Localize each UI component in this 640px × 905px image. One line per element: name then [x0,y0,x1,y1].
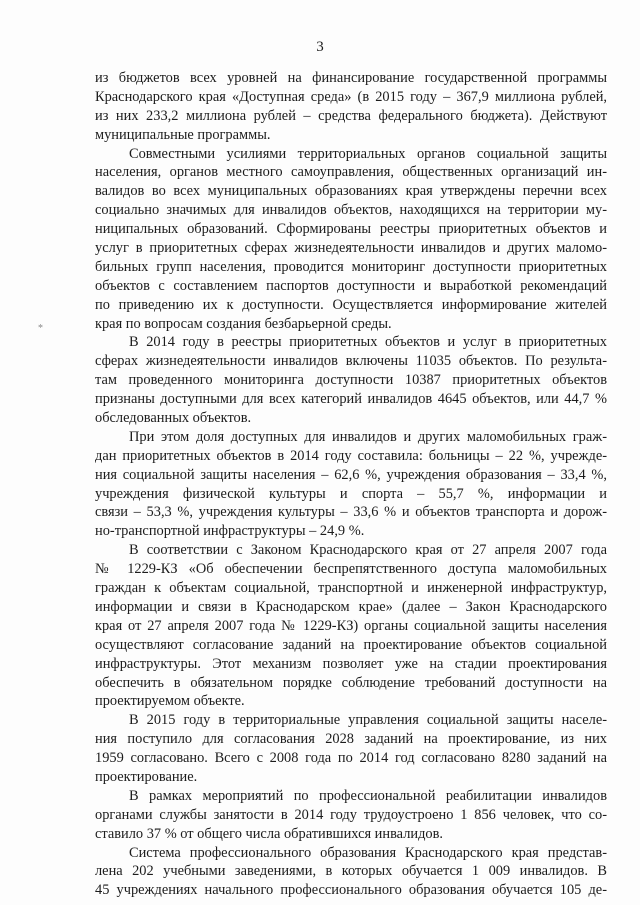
paragraph [95,333,607,427]
text-line: Совместными усилиями территориальных органов социальной защиты [129,145,607,162]
text-line: Краснодарского края «Доступная среда» (в 2015 году – 367,9 миллиона рублей, [95,88,607,105]
text-line: информации и связи в Краснодарском крае» (далее – Закон Краснодарского [95,598,607,615]
text-line: Система профессионального образования Краснодарского края представ- [129,844,607,861]
text-line: проектирование. [95,768,198,785]
text-line: В 2014 году в реестры приоритетных объектов и услуг в приоритетных [129,334,607,351]
text-line: объектов с составлением паспортов доступности и выработкой рекомендаций [95,277,607,294]
text-line: ставило 37 % от общего числа обратившихся инвалидов. [95,825,443,842]
text-line: края от 27 апреля 2007 года № 1229-КЗ) органы социальной защиты населения [95,617,607,634]
text-line: обеспечить в обязательном порядке соблюдение требований доступности на [95,674,607,691]
text-line: края по вопросам создания безбарьерной среды. [95,315,392,332]
text-line: ниципальных образований. Сформированы реестры приоритетных объектов и [95,221,607,238]
text-line: муниципальные программы. [95,126,271,143]
paragraph [95,844,607,901]
text-line: граждан к объектам социальной, транспортной и инженерной инфраструктур, [95,580,607,597]
paragraph [95,428,607,541]
text-line: 45 учреждениях начального профессионального образования обучается 105 де- [95,882,607,899]
paragraph [95,711,607,787]
document-body [95,69,607,900]
text-line: но-транспортной инфраструктуры – 24,9 %. [95,523,365,540]
paragraph [95,145,607,334]
text-line: В рамках мероприятий по профессиональной реабилитации инвалидов [129,787,607,804]
text-line: там проведенного мониторинга доступности 10387 приоритетных объектов [95,372,607,389]
text-line: валидов во всех муниципальных образованиях края утверждены перечни всех [95,183,607,200]
margin-mark: * [38,323,43,334]
text-line: В соответствии с Законом Краснодарского края от 27 апреля 2007 года [129,542,607,559]
text-line: обследованных объектов. [95,410,252,427]
text-line: № 1229-КЗ «Об обеспечении беспрепятственного доступа маломобильных [95,561,607,578]
text-line: услуг в приоритетных сферах жизнедеятельности инвалидов и других маломо- [95,240,607,257]
text-line: связи – 53,3 %, учреждения культуры – 33,6 % и объектов транспорта и дорож- [95,504,607,521]
text-line: В 2015 году в территориальные управления социальной защиты населе- [129,712,607,729]
text-line: учреждения физической культуры и спорта – 55,7 %, информации и [95,485,607,502]
paragraph [95,541,607,711]
text-line: ния социальной защиты населения – 62,6 %, учреждения образования – 33,4 %, [95,466,607,483]
text-line: 1959 согласовано. Всего с 2008 года по 2014 год согласовано 8280 заданий на [95,750,607,767]
text-line: При этом доля доступных для инвалидов и других маломобильных граж- [129,428,607,445]
text-line: проектируемом объекте. [95,693,245,710]
paragraph [95,69,607,145]
paragraph [95,787,607,844]
page-number: 3 [316,39,324,55]
text-line: из бюджетов всех уровней на финансирование государственной программы [95,70,607,86]
text-line: инфраструктуры. Этот механизм позволяет уже на стадии проектирования [95,655,607,672]
text-line: сферах жизнедеятельности инвалидов включены 11035 объектов. По результа- [95,353,607,370]
text-line: населения, органов местного самоуправления, общественных организаций ин- [95,164,607,181]
text-line: признаны доступными для всех категорий инвалидов 4645 объектов, или 44,7 % [95,391,607,408]
text-line: ния поступило для согласования 2028 заданий на проектирование, из них [95,731,607,748]
text-line: по приведению их к доступности. Осуществляется информирование жителей [95,296,607,313]
text-line: из них 233,2 миллиона рублей – средства федерального бюджета). Действуют [95,107,607,124]
text-line: социально значимых для инвалидов объектов, находящихся на территории му- [95,202,607,219]
text-line: органами службы занятости в 2014 году трудоустроено 1 856 человек, что со- [95,806,607,823]
text-line: лена 202 учебными заведениями, в которых обучается 1 009 инвалидов. В [95,863,607,880]
text-line: бильных групп населения, проводится мониторинг доступности приоритетных [95,258,607,275]
text-line: осуществляют согласование заданий на проектирование объектов социальной [95,636,607,653]
text-line: дан приоритетных объектов в 2014 году составила: больницы – 22 %, учрежде- [95,447,607,464]
